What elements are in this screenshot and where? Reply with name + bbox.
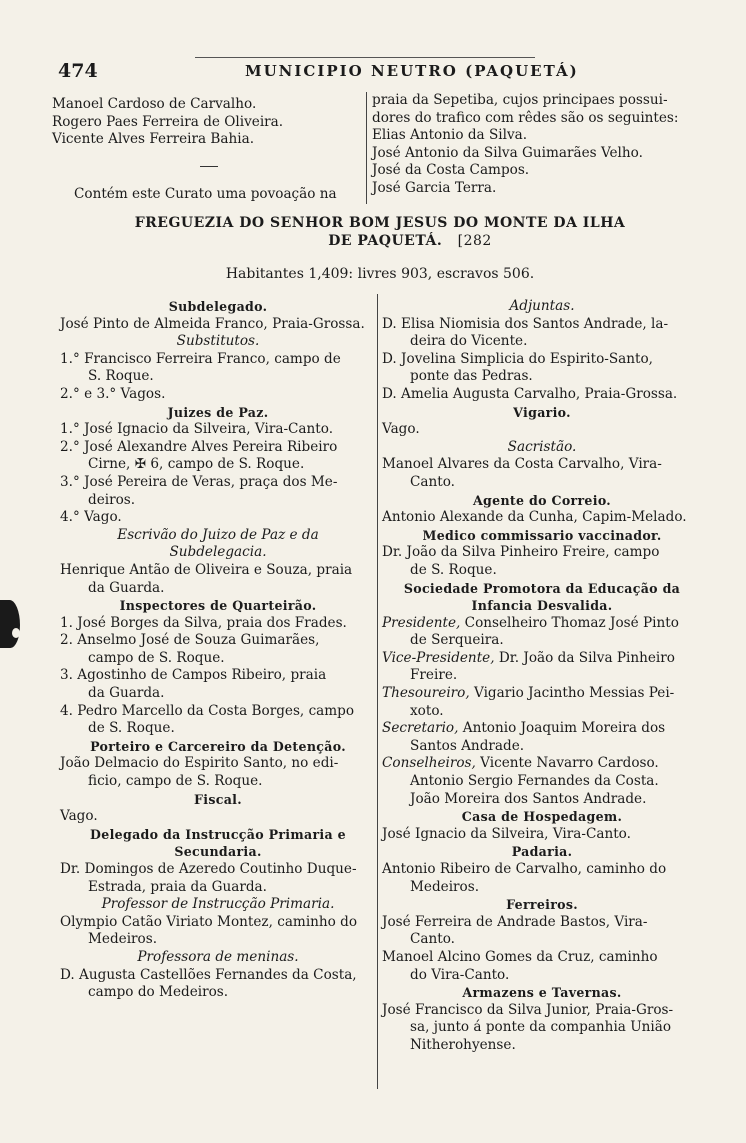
text-line: José da Costa Campos. — [372, 162, 530, 179]
entry-line: Antonio Alexande da Cunha, Capim-Melado. — [382, 509, 687, 526]
entry-continuation: Nitherohyense. — [410, 1036, 516, 1053]
section-title — [60, 214, 700, 250]
entry-subheading: Escrivão do Juizo de Paz e da — [117, 526, 319, 543]
entry-heading: Infancia Desvalida. — [471, 598, 613, 614]
entry-line — [382, 720, 702, 738]
entry-line: José Pinto de Almeida Franco, Praia-Grossa. — [60, 315, 365, 332]
entry-heading: Delegado da Instrucção Primaria e — [90, 826, 346, 842]
role-label: Secretario, — [382, 720, 459, 737]
text-line: praia da Sepetiba, cujos principaes possui- — [372, 92, 668, 108]
entry-subheading: Professora de meninas. — [137, 948, 299, 965]
entry-line: D. Jovelina Simplicia do Espirito-Santo, — [382, 350, 654, 367]
entry-heading: Armazens e Tavernas. — [462, 985, 622, 1001]
entry-heading: Agente do Correio. — [472, 492, 611, 508]
entry-line: Manoel Alvares da Costa Carvalho, Vira- — [382, 456, 662, 473]
role-label: Vice-Presidente, — [382, 649, 495, 666]
entry-line: 1.° José Ignacio da Silveira, Vira-Canto. — [60, 421, 334, 438]
text-line: José Garcia Terra. — [372, 179, 497, 196]
entry-heading: Juizes de Paz. — [167, 404, 269, 420]
entry-heading: Fiscal. — [194, 791, 242, 807]
running-header — [40, 60, 700, 86]
entry-continuation: campo do Medeiros. — [88, 984, 229, 1001]
entry-line — [382, 650, 702, 668]
entry-continuation: Canto. — [410, 473, 455, 490]
running-title: MUNICIPIO NEUTRO (PAQUETÁ) — [245, 62, 579, 80]
entry-heading: Medico commissario vaccinador. — [422, 527, 662, 543]
text-line: dores do trafico com rêdes são os seguintes: — [372, 109, 679, 126]
main-column-rule — [377, 294, 378, 1089]
entry-subheading: Professor de Instrucção Primaria. — [101, 896, 335, 913]
entry-line: Antonio Ribeiro de Carvalho, caminho do — [382, 861, 667, 877]
entry-subheading: Substitutos. — [176, 333, 260, 350]
entry-continuation: sa, junto á ponte da companhia União — [410, 1019, 672, 1036]
entry-heading: Vigario. — [513, 404, 571, 420]
entry-continuation: Medeiros. — [410, 878, 480, 895]
entry-line: João Delmacio do Espirito Santo, no edi- — [60, 755, 339, 772]
entry-line: 1.° Francisco Ferreira Franco, campo de — [60, 350, 341, 367]
entry-line — [382, 615, 702, 633]
entry-heading: Inspectores de Quarteirão. — [119, 598, 317, 614]
population-line — [60, 266, 700, 284]
entry-line: 1. José Borges da Silva, praia dos Frades. — [60, 614, 347, 631]
entry-line — [382, 755, 702, 773]
section-title-line: FREGUEZIA DO SENHOR BOM JESUS DO MONTE DA ILHA — [134, 215, 626, 231]
entry-heading: Secundaria. — [174, 844, 262, 860]
role-name: Vicente Navarro Cardoso. — [475, 755, 659, 772]
entry-line: 3.° José Pereira de Veras, praça dos Me- — [60, 473, 338, 490]
entry-line: D. Amelia Augusta Carvalho, Praia-Grossa. — [382, 385, 678, 402]
entry-continuation: Antonio Sergio Fernandes da Costa. — [410, 773, 659, 790]
entry-line: 2.° e 3.° Vagos. — [60, 385, 166, 402]
header-rule — [195, 57, 535, 58]
entry-line: José Ignacio da Silveira, Vira-Canto. — [382, 825, 631, 842]
entry-subheading: Subdelegacia. — [169, 544, 267, 561]
entry-line: 2.° José Alexandre Alves Pereira Ribeiro — [60, 438, 338, 455]
entry-line: Henrique Antão de Oliveira e Souza, praia — [60, 561, 353, 578]
section-ref: [282 — [457, 233, 492, 249]
entry-subheading: Sacristão. — [507, 438, 577, 455]
role-name: Dr. João da Silva Pinheiro — [494, 649, 675, 666]
entry-line: José Francisco da Silva Junior, Praia-Gros- — [382, 1001, 674, 1018]
entry-continuation: ficio, campo de S. Roque. — [88, 773, 263, 790]
role-label: Presidente, — [382, 614, 461, 631]
entry-line: 2. Anselmo José de Souza Guimarães, — [60, 632, 320, 649]
page-number: 474 — [58, 60, 98, 82]
entry-line: Vago. — [60, 808, 98, 825]
entry-line: Dr. Domingos de Azeredo Coutinho Duque- — [60, 861, 357, 877]
ink-blot — [0, 600, 20, 648]
top-left-column — [52, 96, 364, 149]
entry-line: D. Elisa Niomisia dos Santos Andrade, la- — [382, 315, 669, 332]
left-column — [60, 298, 376, 1002]
text-line: Contém este Curato uma povoação na — [74, 186, 337, 202]
entry-heading: Subdelegado. — [168, 299, 268, 314]
entry-continuation: de Serqueira. — [410, 632, 504, 649]
entry-line: Vago. — [382, 421, 420, 438]
text-line: Rogero Paes Ferreira de Oliveira. — [52, 113, 284, 130]
entry-continuation: Santos Andrade. — [410, 737, 525, 754]
entry-continuation: de S. Roque. — [410, 561, 497, 578]
entry-heading: Sociedade Promotora da Educação da — [403, 580, 681, 596]
entry-line: Manoel Alcino Gomes da Cruz, caminho — [382, 948, 658, 965]
text-line: Elias Antonio da Silva. — [372, 127, 528, 144]
entry-continuation: João Moreira dos Santos Andrade. — [410, 790, 647, 807]
entry-continuation: campo de S. Roque. — [88, 649, 225, 666]
entry-line: 4. Pedro Marcello da Costa Borges, campo — [60, 702, 355, 719]
entry-continuation: do Vira-Canto. — [410, 966, 510, 983]
role-label: Thesoureiro, — [382, 685, 470, 702]
entry-heading: Ferreiros. — [506, 897, 578, 913]
entry-line: José Ferreira de Andrade Bastos, Vira- — [382, 913, 648, 930]
entry-continuation: Cirne, ✠ 6, campo de S. Roque. — [88, 456, 305, 473]
entry-continuation: ponte das Pedras. — [410, 368, 533, 385]
text-line: Manoel Cardoso de Carvalho. — [52, 96, 257, 112]
text-line: Vicente Alves Ferreira Bahia. — [52, 131, 255, 148]
separator-dash — [200, 166, 218, 167]
entry-subheading: Adjuntas. — [509, 298, 575, 314]
entry-continuation: S. Roque. — [88, 368, 154, 385]
role-name: Vigario Jacintho Messias Pei- — [469, 685, 675, 702]
entry-line: D. Augusta Castellões Fernandes da Costa, — [60, 966, 357, 983]
entry-continuation: Estrada, praia da Guarda. — [88, 878, 267, 895]
ink-blot-hole — [12, 628, 20, 638]
entry-continuation: da Guarda. — [88, 579, 165, 596]
population-text: Habitantes 1,409: livres 903, escravos 506. — [225, 266, 535, 282]
entry-continuation: deiros. — [88, 491, 136, 508]
role-label: Conselheiros, — [382, 755, 476, 772]
entry-continuation: xoto. — [410, 702, 444, 719]
entry-line: Olympio Catão Viriato Montez, caminho do — [60, 913, 358, 930]
entry-line: 3. Agostinho de Campos Ribeiro, praia — [60, 667, 327, 684]
entry-continuation: Canto. — [410, 931, 455, 948]
entry-line: Dr. João da Silva Pinheiro Freire, campo — [382, 544, 660, 561]
entry-heading: Porteiro e Carcereiro da Detenção. — [90, 738, 346, 754]
entry-continuation: deira do Vicente. — [410, 333, 528, 350]
text-line: José Antonio da Silva Guimarães Velho. — [372, 144, 643, 161]
top-right-column — [372, 92, 702, 198]
entry-continuation: Medeiros. — [88, 931, 158, 948]
entry-heading: Padaria. — [511, 844, 573, 860]
role-name: Conselheiro Thomaz José Pinto — [460, 614, 679, 631]
top-column-rule — [366, 92, 367, 204]
entry-line — [382, 685, 702, 703]
entry-continuation: de S. Roque. — [88, 720, 175, 737]
entry-continuation: da Guarda. — [88, 685, 165, 702]
section-title-line — [60, 232, 700, 250]
entry-line: 4.° Vago. — [60, 509, 122, 526]
entry-heading: Casa de Hospedagem. — [461, 809, 623, 825]
section-title-line2: DE PAQUETÁ. — [328, 233, 443, 249]
top-left-continuation — [74, 186, 374, 204]
entry-continuation: Freire. — [410, 667, 458, 684]
right-column — [382, 298, 702, 1055]
role-name: Antonio Joaquim Moreira dos — [458, 720, 666, 737]
